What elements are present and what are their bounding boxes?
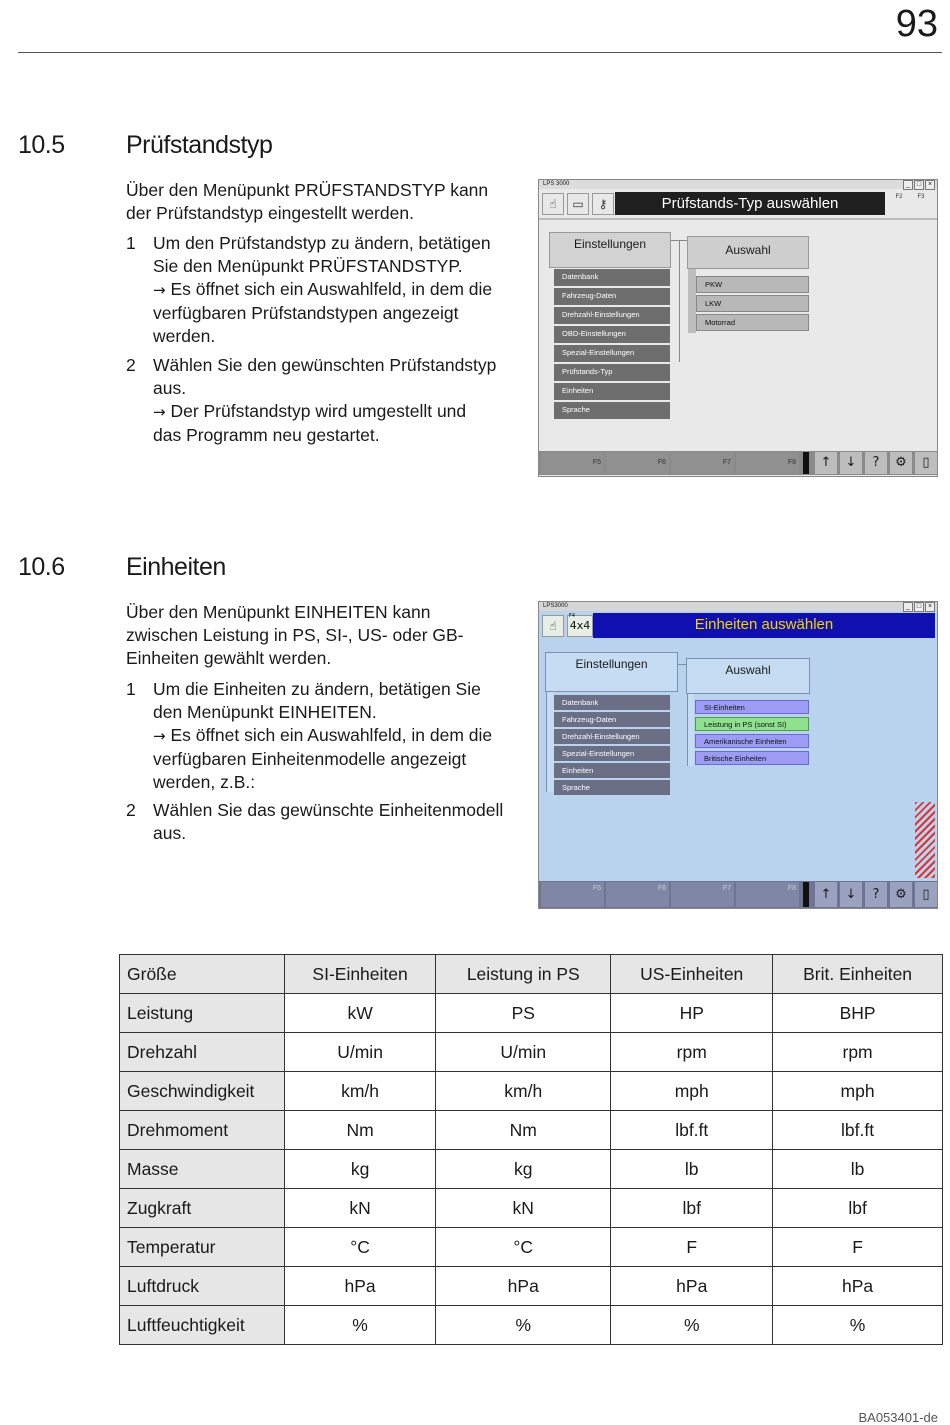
unit-cell: mph xyxy=(611,1072,773,1111)
window-title: LPS3000 xyxy=(543,603,568,609)
unit-cell: % xyxy=(436,1306,611,1345)
hand-icon[interactable]: ☝ xyxy=(542,193,564,215)
menu-item[interactable]: Sprache xyxy=(554,780,670,795)
unit-cell: lb xyxy=(611,1150,773,1189)
fkey-f4: F4 xyxy=(569,613,576,619)
step-result: Der Prüfstandstyp wird umgestellt und xyxy=(170,401,467,421)
fkey-f5[interactable]: F5 xyxy=(541,882,604,907)
menu-item[interactable]: Einheiten xyxy=(554,383,670,400)
intro-line: Über den Menüpunkt PRÜFSTANDSTYP kann xyxy=(126,180,489,200)
quantity-cell: Masse xyxy=(120,1150,285,1189)
fkey-f8[interactable]: F8 xyxy=(736,452,799,474)
header-rule xyxy=(18,52,942,53)
step-1 xyxy=(126,678,526,794)
dialog-title: Prüfstands-Typ auswählen xyxy=(615,192,885,215)
quantity-cell: Drehzahl xyxy=(120,1033,285,1072)
table-row xyxy=(120,1306,943,1345)
unit-cell: lbf.ft xyxy=(611,1111,773,1150)
table-row xyxy=(120,1072,943,1111)
intro-line: Über den Menüpunkt EINHEITEN kann xyxy=(126,602,431,622)
table-header-row xyxy=(120,955,943,994)
arrow-down-icon[interactable]: ↓ xyxy=(840,882,862,907)
unit-cell: F xyxy=(611,1228,773,1267)
settings-icon[interactable]: ⚙ xyxy=(890,452,912,474)
function-key-bar xyxy=(539,881,937,908)
unit-cell: °C xyxy=(285,1228,436,1267)
option-item[interactable]: LKW xyxy=(696,295,809,312)
unit-cell: PS xyxy=(436,994,611,1033)
unit-cell: % xyxy=(611,1306,773,1345)
step-result: verfügbaren Prüfstandstypen angezeigt xyxy=(153,303,459,323)
unit-cell: lb xyxy=(773,1150,943,1189)
step-line: Um die Einheiten zu ändern, betätigen Sie xyxy=(153,679,481,699)
exit-icon[interactable]: ▯ xyxy=(915,882,937,907)
section-title: Prüfstandstyp xyxy=(126,131,273,159)
fkey-f7[interactable]: F7 xyxy=(671,882,734,907)
window-titlebar xyxy=(539,602,937,611)
key-icon[interactable]: ⚷ xyxy=(592,193,614,215)
option-item[interactable]: Amerikanische Einheiten xyxy=(695,734,809,748)
quantity-cell: Geschwindigkeit xyxy=(120,1072,285,1111)
function-key-bar xyxy=(539,451,937,475)
document-code: BA053401-de xyxy=(858,1410,938,1425)
step-number: 1 xyxy=(126,679,136,699)
unit-cell: kg xyxy=(285,1150,436,1189)
car-icon[interactable]: ▭ xyxy=(567,193,589,215)
exit-icon[interactable]: ▯ xyxy=(915,452,937,474)
step-line: den Menüpunkt EINHEITEN. xyxy=(153,702,377,722)
quantity-cell: Zugkraft xyxy=(120,1189,285,1228)
menu-item[interactable]: Drehzahl-Einstellungen xyxy=(554,307,670,324)
option-item-selected[interactable]: Leistung in PS (sonst SI) xyxy=(695,717,809,731)
section-number: 10.5 xyxy=(18,131,65,159)
step-line: Wählen Sie den gewünschten Prüfstandstyp xyxy=(153,355,497,375)
quantity-cell: Luftfeuchtigkeit xyxy=(120,1306,285,1345)
unit-cell: rpm xyxy=(611,1033,773,1072)
unit-cell: % xyxy=(773,1306,943,1345)
unit-cell: °C xyxy=(436,1228,611,1267)
step-line: Wählen Sie das gewünschte Einheitenmodell xyxy=(153,800,504,820)
fkey-f6[interactable]: F6 xyxy=(606,452,669,474)
unit-cell: kW xyxy=(285,994,436,1033)
unit-cell: km/h xyxy=(285,1072,436,1111)
table-row xyxy=(120,1033,943,1072)
section-number: 10.6 xyxy=(18,553,65,581)
maximize-icon[interactable]: □ xyxy=(914,180,924,190)
intro-line: zwischen Leistung in PS, SI-, US- oder GB- xyxy=(126,625,464,645)
step-line: aus. xyxy=(153,823,187,843)
column-header: Leistung in PS xyxy=(436,955,611,994)
menu-item[interactable]: Fahrzeug-Daten xyxy=(554,712,670,727)
unit-cell: lbf.ft xyxy=(773,1111,943,1150)
unit-cell: kg xyxy=(436,1150,611,1189)
step-1 xyxy=(126,232,526,348)
panel-title-auswahl: Auswahl xyxy=(686,658,810,694)
unit-cell: hPa xyxy=(285,1267,436,1306)
arrow-up-icon[interactable]: ↑ xyxy=(815,882,837,907)
step-result: werden, z.B.: xyxy=(153,772,256,792)
minimize-icon[interactable]: _ xyxy=(903,180,913,190)
unit-cell: U/min xyxy=(436,1033,611,1072)
step-line: Um den Prüfstandstyp zu ändern, betätigen xyxy=(153,233,491,253)
section-title: Einheiten xyxy=(126,553,226,581)
unit-cell: kN xyxy=(285,1189,436,1228)
step-result: verfügbaren Einheitenmodelle angezeigt xyxy=(153,749,467,769)
column-header: Brit. Einheiten xyxy=(773,955,943,994)
units-table-body xyxy=(120,994,943,1345)
unit-cell: F xyxy=(773,1228,943,1267)
dialog-title: Einheiten auswählen xyxy=(593,613,935,638)
fkey-f7[interactable]: F7 xyxy=(671,452,734,474)
unit-cell: HP xyxy=(611,994,773,1033)
arrow-up-icon[interactable]: ↑ xyxy=(815,452,837,474)
help-icon[interactable]: ? xyxy=(865,452,887,474)
column-header: Größe xyxy=(120,955,285,994)
panel-title-einstellungen: Einstellungen xyxy=(545,652,678,692)
result-arrow-icon: → xyxy=(153,727,166,745)
panel-title-einstellungen: Einstellungen xyxy=(549,232,671,268)
fkey-f3[interactable]: F3 xyxy=(917,194,925,200)
fkey-f6[interactable]: F6 xyxy=(606,882,669,907)
table-row xyxy=(120,1111,943,1150)
option-item[interactable]: Motorrad xyxy=(696,314,809,331)
step-result: Es öffnet sich ein Auswahlfeld, in dem die xyxy=(170,725,493,745)
section-intro xyxy=(126,601,526,670)
maximize-icon[interactable]: □ xyxy=(914,602,924,612)
close-icon[interactable]: × xyxy=(925,180,935,190)
fkey-f5[interactable]: F5 xyxy=(541,452,604,474)
step-2 xyxy=(126,354,526,447)
window-title: LPS 3000 xyxy=(543,181,570,187)
step-number: 2 xyxy=(126,800,136,820)
units-table xyxy=(119,954,943,1345)
unit-cell: lbf xyxy=(611,1189,773,1228)
option-item[interactable]: Britische Einheiten xyxy=(695,751,809,765)
settings-icon[interactable]: ⚙ xyxy=(890,882,912,907)
step-number: 1 xyxy=(126,233,136,253)
menu-item[interactable]: Datenbank xyxy=(554,269,670,286)
minimize-icon[interactable]: _ xyxy=(903,602,913,612)
step-line: Sie den Menüpunkt PRÜFSTANDSTYP. xyxy=(153,256,463,276)
intro-line: Einheiten gewählt werden. xyxy=(126,648,332,668)
step-result: das Programm neu gestartet. xyxy=(153,425,380,445)
unit-cell: rpm xyxy=(773,1033,943,1072)
close-icon[interactable]: × xyxy=(925,602,935,612)
unit-cell: hPa xyxy=(436,1267,611,1306)
unit-cell: hPa xyxy=(611,1267,773,1306)
quantity-cell: Leistung xyxy=(120,994,285,1033)
menu-item-pruefstands-typ[interactable]: Prüfstands-Typ xyxy=(554,364,670,381)
option-item[interactable]: PKW xyxy=(696,276,809,293)
4x4-button[interactable] xyxy=(567,615,593,637)
quantity-cell: Drehmoment xyxy=(120,1111,285,1150)
unit-cell: Nm xyxy=(285,1111,436,1150)
unit-cell: U/min xyxy=(285,1033,436,1072)
unit-cell: kN xyxy=(436,1189,611,1228)
result-arrow-icon: → xyxy=(153,403,166,421)
menu-item[interactable]: Spezial-Einstellungen xyxy=(554,345,670,362)
menu-item[interactable]: OBD-Einstellungen xyxy=(554,326,670,343)
unit-cell: BHP xyxy=(773,994,943,1033)
menu-item[interactable]: Datenbank xyxy=(554,695,670,710)
table-row xyxy=(120,1267,943,1306)
menu-item[interactable]: Sprache xyxy=(554,402,670,419)
menu-item[interactable]: Spezial-Einstellungen xyxy=(554,746,670,761)
result-arrow-icon: → xyxy=(153,281,166,299)
unit-cell: mph xyxy=(773,1072,943,1111)
help-icon[interactable]: ? xyxy=(865,882,887,907)
unit-cell: % xyxy=(285,1306,436,1345)
fkey-f2[interactable]: F2 xyxy=(895,194,903,200)
table-row xyxy=(120,1150,943,1189)
fkey-f8[interactable]: F8 xyxy=(736,882,799,907)
4x4-label: 4x4 xyxy=(569,619,591,632)
unit-cell: hPa xyxy=(773,1267,943,1306)
table-row xyxy=(120,1189,943,1228)
intro-line: der Prüfstandstyp eingestellt werden. xyxy=(126,203,414,223)
step-result: werden. xyxy=(153,326,216,346)
resize-handle[interactable] xyxy=(915,802,935,878)
panel-title-auswahl: Auswahl xyxy=(687,236,809,269)
section-intro xyxy=(126,179,526,225)
table-row xyxy=(120,994,943,1033)
step-result: Es öffnet sich ein Auswahlfeld, in dem die xyxy=(170,279,493,299)
menu-item-einheiten[interactable]: Einheiten xyxy=(554,763,670,778)
arrow-down-icon[interactable]: ↓ xyxy=(840,452,862,474)
menu-item[interactable]: Fahrzeug-Daten xyxy=(554,288,670,305)
option-item[interactable]: SI-Einheiten xyxy=(695,700,809,714)
screenshot-pruefstandstyp xyxy=(538,179,938,477)
menu-item[interactable]: Drehzahl-Einstellungen xyxy=(554,729,670,744)
step-line: aus. xyxy=(153,378,187,398)
quantity-cell: Luftdruck xyxy=(120,1267,285,1306)
window-titlebar xyxy=(539,180,937,189)
page-number: 93 xyxy=(895,3,938,45)
table-row xyxy=(120,1228,943,1267)
unit-cell: lbf xyxy=(773,1189,943,1228)
step-number: 2 xyxy=(126,355,136,375)
unit-cell: Nm xyxy=(436,1111,611,1150)
unit-cell: km/h xyxy=(436,1072,611,1111)
column-header: US-Einheiten xyxy=(611,955,773,994)
hand-icon[interactable]: ☝ xyxy=(542,615,564,637)
step-2 xyxy=(126,799,526,845)
column-header: SI-Einheiten xyxy=(285,955,436,994)
screenshot-einheiten xyxy=(538,601,938,909)
quantity-cell: Temperatur xyxy=(120,1228,285,1267)
